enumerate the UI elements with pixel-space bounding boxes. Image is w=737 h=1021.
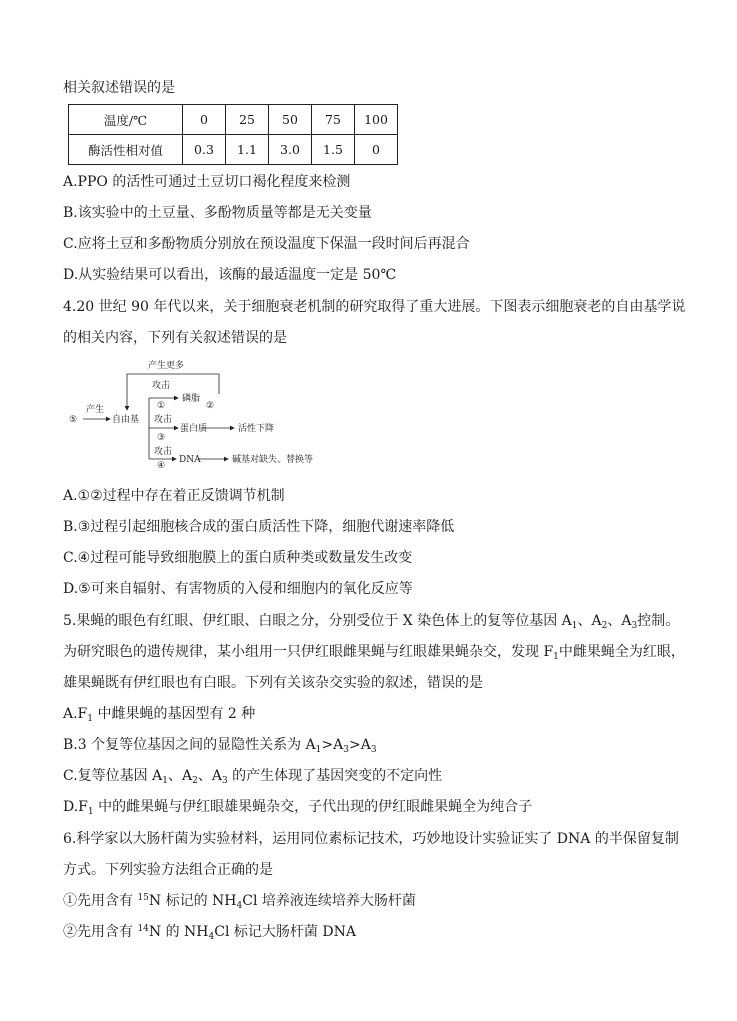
table-row: [69, 135, 398, 165]
table-cell: 0.3: [183, 135, 226, 165]
q3-option-b: B.该实验中的土豆量、多酚物质量等都是无关变量: [63, 205, 372, 221]
diagram-label: 蛋白质: [180, 424, 208, 434]
table-row: [69, 105, 398, 135]
table-cell: 1.1: [226, 135, 269, 165]
table-header-temperature: 温度/℃: [69, 105, 183, 135]
diagram-label: 自由基: [112, 415, 140, 425]
q3-option-c: C.应将土豆和多酚物质分别放在预设温度下保温一段时间后再混合: [63, 236, 470, 252]
table-cell: 100: [355, 105, 398, 135]
q4-stem-line2: 的相关内容，下列有关叙述错误的是: [63, 330, 287, 346]
table-cell: 25: [226, 105, 269, 135]
free-radical-diagram: [66, 356, 336, 468]
diagram-label: 攻击: [152, 381, 171, 391]
q5-option-a: $A.F_1$ 中雌果蝇的基因型有 2 种: [63, 706, 256, 724]
diagram-number: ⑤: [69, 415, 78, 425]
table-cell: 0: [183, 105, 226, 135]
q6-item-1: ①先用含有 $^{15}$N 标记的 $NH_4Cl$ 培养液连续培养大肠杆菌: [63, 893, 416, 911]
q5-stem-line1: 5.果蝇的眼色有红眼、伊红眼、白眼之分，分别受位于 X 染色体上的复等位基因 $A_1$、$A_2$、$A_3$控制。: [63, 613, 680, 631]
q3-option-d: D.从实验结果可以看出，该酶的最适温度一定是 50℃: [63, 267, 397, 283]
diagram-number: ①: [157, 401, 166, 411]
diagram-label: DNA: [179, 455, 201, 465]
diagram-label: 产生更多: [148, 361, 185, 371]
q5-option-c: C.复等位基因 $A_1$、$A_2$、$A_3$ 的产生体现了基因突变的不定向性: [63, 768, 443, 786]
q5-option-b: B.3 个复等位基因之间的显隐性关系为 $A_1>A_3>A_3$: [63, 737, 377, 755]
diagram-number: ②: [206, 401, 215, 411]
q6-item-2: ②先用含有 $^{14}$N 的 $NH_4Cl$ 标记大肠杆菌 DNA: [63, 924, 356, 942]
q5-stem-line2: 为研究眼色的遗传规律，某小组用一只伊红眼雌果蝇与红眼雄果蝇杂交，发现 $F_1$中雌果蝇全为红眼，: [63, 644, 685, 662]
q4-option-c: C.④过程可能导致细胞膜上的蛋白质种类或数量发生改变: [63, 550, 413, 566]
q5-option-d: $D.F_1$ 中的雌果蝇与伊红眼雄果蝇杂交，子代出现的伊红眼雌果蝇全为纯合子: [63, 799, 533, 817]
diagram-number: ③: [157, 433, 166, 443]
table-cell: 50: [269, 105, 312, 135]
q4-stem-line1: 4.20 世纪 90 年代以来，关于细胞衰老机制的研究取得了重大进展。下图表示细胞衰老的自由基学说: [63, 299, 686, 315]
diagram-label: 产生: [86, 405, 105, 415]
diagram-label: 活性下降: [238, 424, 275, 434]
diagram-label: 攻击: [154, 447, 173, 457]
table-cell: 0: [355, 135, 398, 165]
q4-option-b: B.③过程引起细胞核合成的蛋白质活性下降，细胞代谢速率降低: [63, 519, 455, 535]
table-cell: 75: [312, 105, 355, 135]
diagram-label: 磷脂: [182, 394, 201, 404]
diagram-number: ④: [157, 461, 166, 468]
q4-option-a: A.①②过程中存在着正反馈调节机制: [63, 488, 285, 504]
table-cell: 3.0: [269, 135, 312, 165]
q4-option-d: D.⑤可来自辐射、有害物质的入侵和细胞内的氧化反应等: [63, 581, 413, 597]
q3-option-a: A.PPO 的活性可通过土豆切口褐化程度来检测: [63, 174, 351, 190]
diagram-label: 攻击: [154, 415, 173, 425]
q6-stem-line1: 6.科学家以大肠杆菌为实验材料，运用同位素标记技术，巧妙地设计实验证实了 DNA 的半保留复制: [63, 831, 679, 847]
q6-stem-line2: 方式。下列实验方法组合正确的是: [63, 862, 273, 878]
q3-stem-tail: 相关叙述错误的是: [63, 80, 175, 96]
diagram-label: 碱基对缺失、替换等: [232, 455, 314, 465]
q5-stem-line3: 雄果蝇既有伊红眼也有白眼。下列有关该杂交实验的叙述，错误的是: [63, 675, 483, 691]
table-header-activity: 酶活性相对值: [69, 135, 183, 165]
enzyme-activity-table: [68, 104, 398, 165]
table-cell: 1.5: [312, 135, 355, 165]
